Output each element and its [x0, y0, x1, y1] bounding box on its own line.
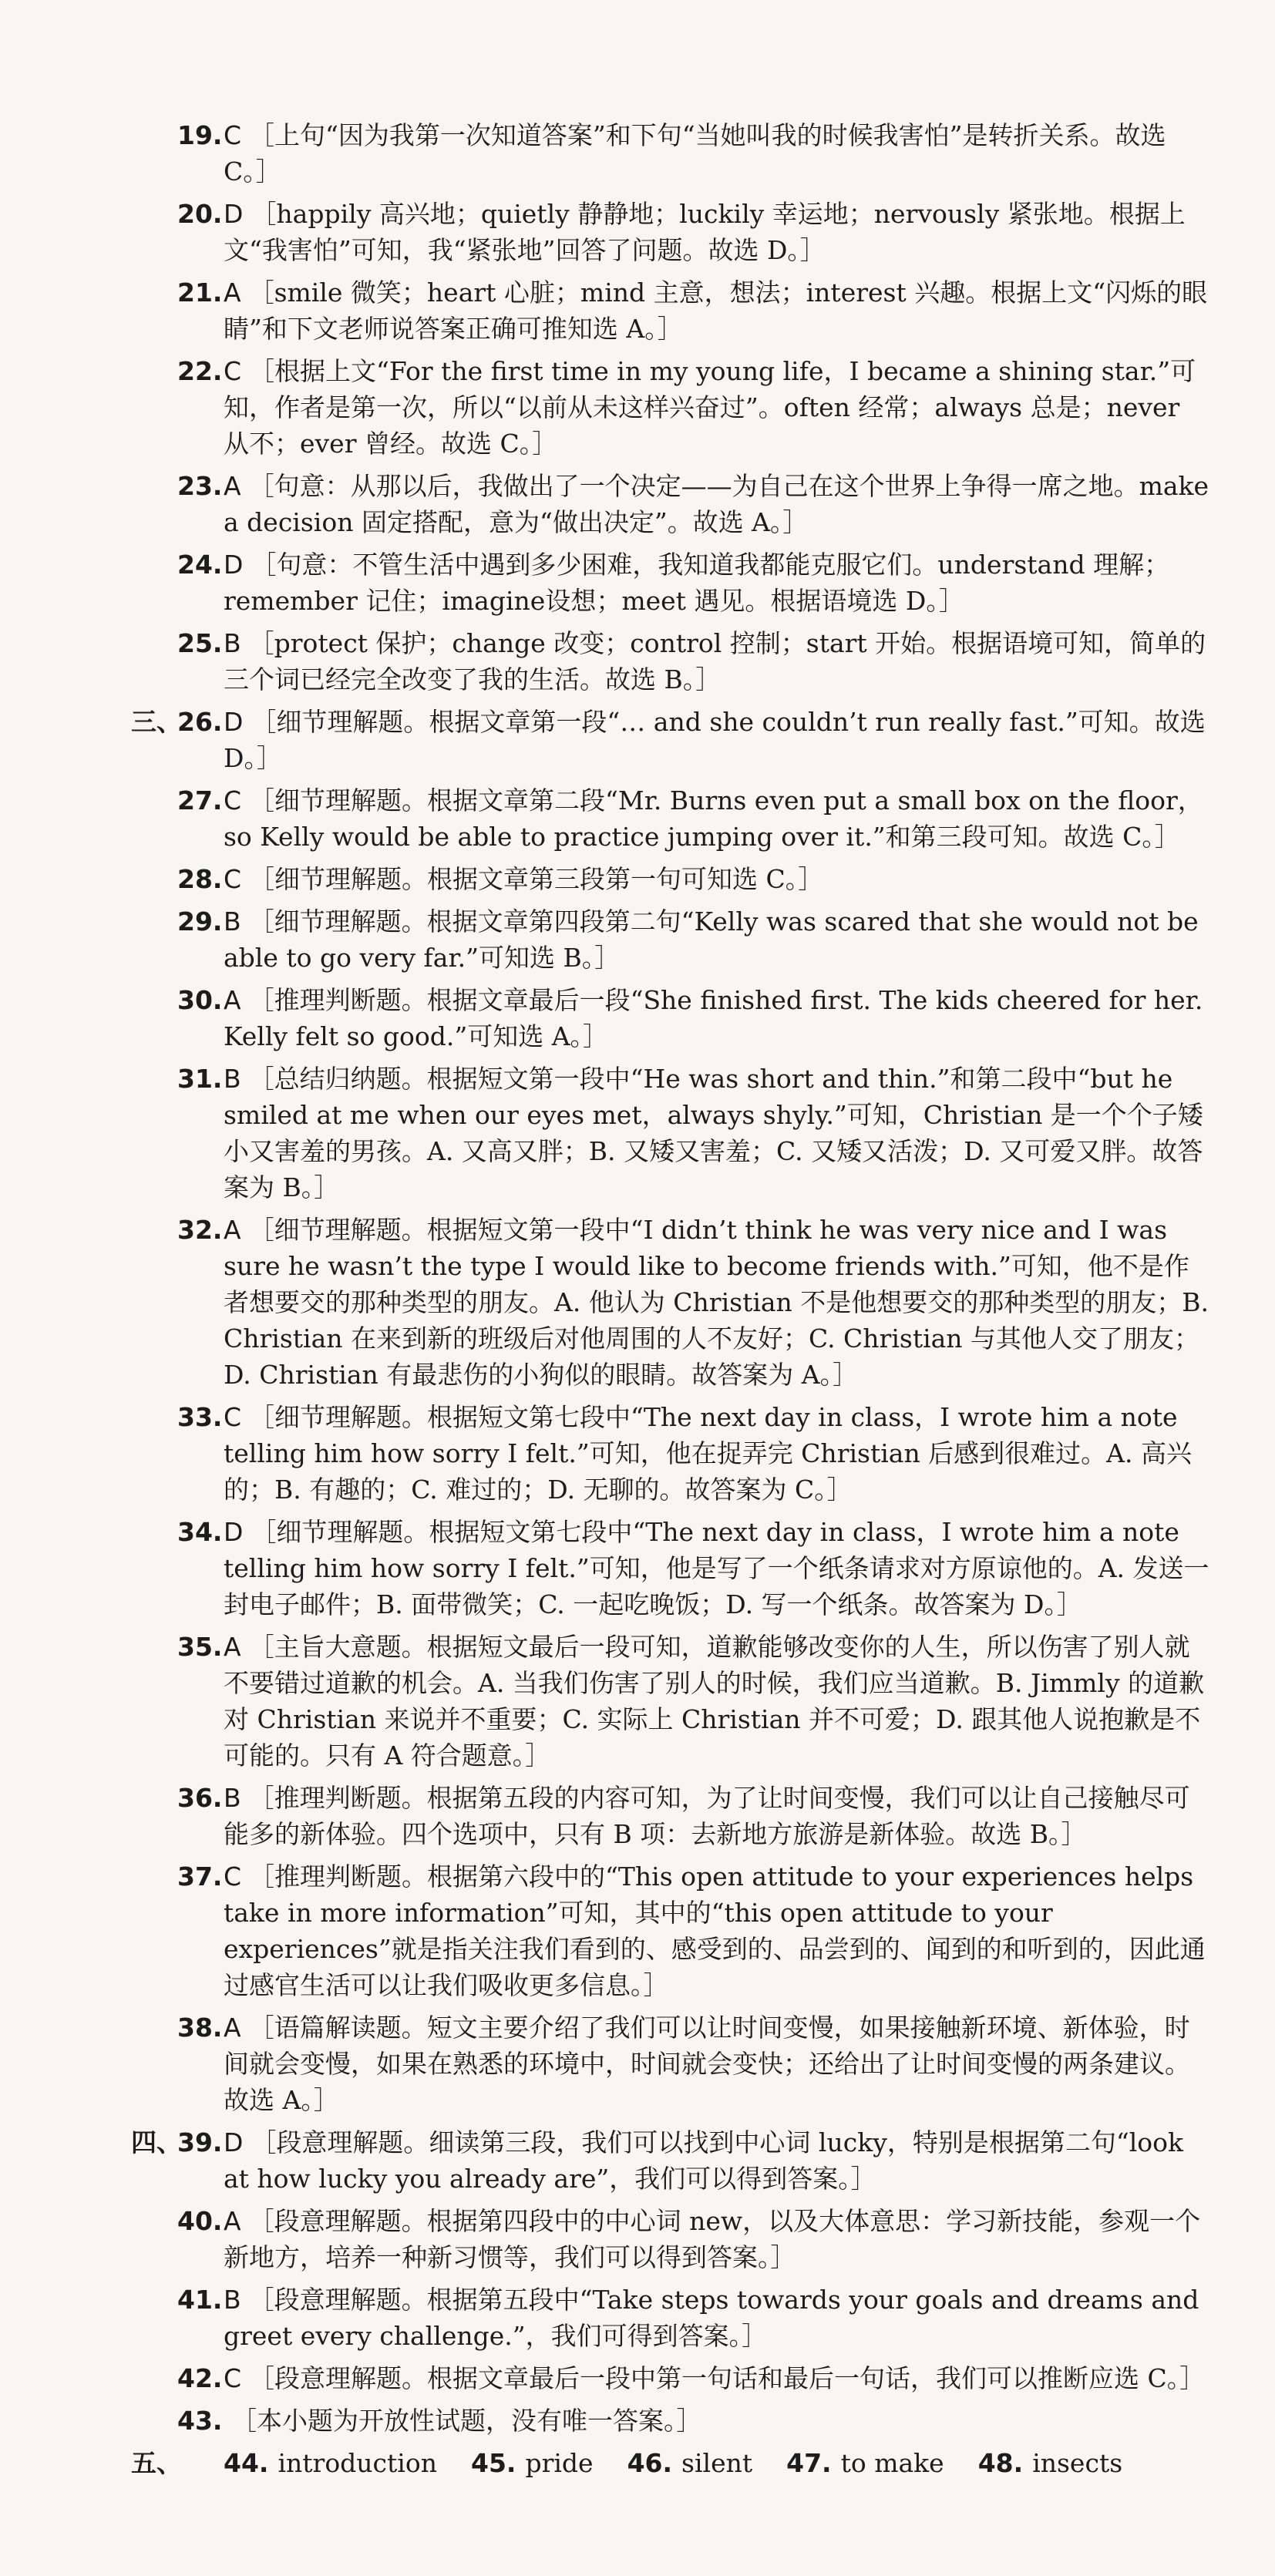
explanation-text: ［上句“因为我第一次知道答案”和下句“当她叫我的时候我害怕”是转折关系。故选 C。］ — [224, 120, 1166, 187]
explanation-text: ［段意理解题。根据第五段中“Take steps towards your goals and dreams and greet every challenge.”，我们可得到答案。］ — [224, 2285, 1199, 2351]
question-number: 45. — [470, 2448, 516, 2478]
answer-letter: D — [224, 707, 244, 737]
question-number: 24. — [177, 550, 223, 580]
fill-answer — [224, 2448, 437, 2478]
question-number: 48. — [977, 2448, 1024, 2478]
explanation-text: ［推理判断题。根据第六段中的“This open attitude to your experiences helps take in more information”可知，其中的“this open attitude to your experiences”就是指关注我们看到的、感受到的、品尝到的、闻到的和听到的，因此通过感官生活可以让我们吸收更多信息。］ — [224, 1861, 1206, 2000]
answer-item — [131, 117, 1210, 190]
explanation-text: ［推理判断题。根据第五段的内容可知，为了让时间变慢，我们可以让自己接触尽可能多的新体验。四个选项中，只有 B 项：去新地方旅游是新体验。故选 B。］ — [224, 1783, 1190, 1849]
answer-letter: C — [224, 120, 242, 150]
answer-item — [131, 1858, 1210, 2003]
question-number: 40. — [177, 2206, 223, 2236]
explanation-text: ［细节理解题。根据文章第一段“… and she couldn’t run really fast.”可知。故选 D。］ — [224, 707, 1206, 773]
answer-letter: B — [224, 1064, 241, 1094]
answer-item — [131, 1514, 1210, 1623]
explanation-text: ［语篇解读题。短文主要介绍了我们可以让时间变慢，如果接触新环境、新体验，时间就会变慢，如果在熟悉的环境中，时间就会变快；还给出了让时间变慢的两条建议。故选 A。］ — [224, 2013, 1190, 2115]
section-marker: 五、 — [131, 2448, 182, 2478]
answer-item — [131, 982, 1210, 1054]
answer-item — [131, 1061, 1210, 1206]
question-number: 20. — [177, 199, 223, 229]
answer-item — [131, 1629, 1210, 1774]
answer-letter: C — [224, 356, 242, 386]
answer-letter: B — [224, 2285, 241, 2315]
answer-item — [131, 861, 1210, 897]
question-number: 31. — [177, 1064, 223, 1094]
answer-letter: A — [224, 1215, 241, 1245]
fill-in-answers — [131, 2445, 1210, 2481]
answer-letter: A — [224, 985, 241, 1015]
answer-letter: A — [224, 2206, 241, 2236]
answer-letter: C — [224, 785, 242, 816]
answer-letter: C — [224, 1861, 242, 1892]
answer-letter: D — [224, 199, 244, 229]
question-number: 46. — [627, 2448, 673, 2478]
explanation-text: ［根据上文“For the first time in my young life，I became a shining star.”可知，作者是第一次，所以“以前从未这样兴奋过”。often 经常；always 总是；never 从不；ever 曾经。故选 C。］ — [224, 356, 1196, 459]
explanation-text: ［段意理解题。细读第三段，我们可以找到中心词 lucky，特别是根据第二句“look at how lucky you already are”，我们可以得到答案。］ — [224, 2127, 1183, 2194]
question-number: 42. — [177, 2363, 223, 2393]
answer-item — [131, 2403, 1210, 2439]
question-number: 23. — [177, 471, 223, 501]
question-number: 39. — [177, 2127, 223, 2157]
explanation-text: ［smile 微笑；heart 心脏；mind 主意，想法；interest 兴趣。根据上文“闪烁的眼睛”和下文老师说答案正确可推知选 A。］ — [224, 277, 1208, 344]
explanation-text: ［段意理解题。根据第四段中的中心词 new，以及大体意思：学习新技能，参观一个新地方，培养一种新习惯等，我们可以得到答案。］ — [224, 2206, 1201, 2272]
answer-item — [131, 2203, 1210, 2275]
question-number: 41. — [177, 2285, 223, 2315]
answer-letter: D — [224, 1517, 244, 1547]
answer-item — [131, 625, 1210, 698]
question-number: 30. — [177, 985, 223, 1015]
fill-answer — [786, 2448, 944, 2478]
explanation-text: ［protect 保护；change 改变；control 控制；start 开始。根据语境可知，简单的三个词已经完全改变了我的生活。故选 B。］ — [224, 628, 1206, 694]
answer-word: insects — [1032, 2448, 1123, 2478]
question-number: 29. — [177, 906, 223, 937]
explanation-text: ［总结归纳题。根据短文第一段中“He was short and thin.”和第二段中“but he smiled at me when our eyes met，always shyly.”可知，Christian 是一个个子矮小又害羞的男孩。A. 又高又胖；B. 又矮又害羞；C. 又矮又活泼；D. 又可爱又胖。故答案为 B。］ — [224, 1064, 1203, 1202]
question-number: 27. — [177, 785, 223, 816]
question-number: 43. — [177, 2406, 223, 2436]
question-number: 26. — [177, 707, 223, 737]
explanation-text: ［推理判断题。根据文章最后一段“She finished first. The kids cheered for her. Kelly felt so good.”可知选 A。］ — [224, 985, 1203, 1051]
question-number: 38. — [177, 2013, 223, 2043]
answer-word: silent — [681, 2448, 753, 2478]
explanation-text: ［句意：从那以后，我做出了一个决定——为自己在这个世界上争得一席之地。make a decision 固定搭配，意为“做出决定”。故选 A。］ — [224, 471, 1209, 537]
explanation-text: ［段意理解题。根据文章最后一段中第一句话和最后一句话，我们可以推断应选 C。］ — [249, 2363, 1206, 2393]
answer-letter: B — [224, 906, 241, 937]
question-number: 28. — [177, 864, 223, 894]
answer-letter: D — [224, 550, 244, 580]
question-number: 44. — [224, 2448, 269, 2478]
question-number: 36. — [177, 1783, 223, 1813]
question-number: 47. — [786, 2448, 832, 2478]
answer-item — [131, 1399, 1210, 1508]
question-number: 35. — [177, 1632, 223, 1662]
answer-item — [131, 196, 1210, 268]
answer-word: to make — [840, 2448, 944, 2478]
answer-item — [131, 704, 1210, 776]
section-marker: 三、 — [131, 707, 182, 737]
answer-letter: A — [224, 1632, 241, 1662]
answer-letter: C — [224, 1402, 242, 1432]
answer-item — [131, 353, 1210, 462]
answer-letter: A — [224, 277, 241, 308]
answer-list — [131, 117, 1210, 2481]
answer-letter: C — [224, 864, 242, 894]
answer-item — [131, 2124, 1210, 2197]
answer-letter: A — [224, 2013, 241, 2043]
answer-item — [131, 2282, 1210, 2354]
answer-item — [131, 468, 1210, 540]
explanation-text: ［happily 高兴地；quietly 静静地；luckily 幸运地；nervously 紧张地。根据上文“我害怕”可知，我“紧张地”回答了问题。故选 D。］ — [224, 199, 1186, 265]
explanation-text: ［句意：不管生活中遇到多少困难，我知道我都能克服它们。understand 理解；remember 记住；imagine设想；meet 遇见。根据语境选 D。］ — [224, 550, 1170, 616]
explanation-text: ［主旨大意题。根据短文最后一段可知，道歉能够改变你的人生，所以伤害了别人就不要错过道歉的机会。A. 当我们伤害了别人的时候，我们应当道歉。B. Jimmly 的道歉对 Christian 来说并不重要；C. 实际上 Christian 并不可爱；D. 跟其他人说抱歉是不可能的。只有 A 符合题意。］ — [224, 1632, 1205, 1771]
answer-word: pride — [525, 2448, 594, 2478]
answer-item — [131, 1780, 1210, 1852]
answer-letter: D — [224, 2127, 244, 2157]
fill-answer — [471, 2448, 594, 2478]
answer-item — [131, 2360, 1210, 2396]
question-number: 33. — [177, 1402, 223, 1432]
answer-item — [131, 903, 1210, 976]
question-number: 25. — [177, 628, 223, 658]
question-number: 19. — [177, 120, 223, 150]
section-marker: 四、 — [131, 2127, 182, 2157]
question-number: 22. — [177, 356, 223, 386]
explanation-text: ［细节理解题。根据文章第三段第一句可知选 C。］ — [249, 864, 824, 894]
explanation-text: ［细节理解题。根据短文第一段中“I didn’t think he was very nice and I was sure he wasn’t the type I would like to become friends with.”可知，他不是作者想要交的那种类型的朋友。A. 他认为 Christian 不是他想要交的那种类型的朋友；B. Christian 在来到新的班级后对他周围的人不友好；C. Christian 与其他人交了朋友；D. Christian 有最悲伤的小狗似的眼睛。故答案为 A。］ — [224, 1215, 1209, 1390]
answer-letter: A — [224, 471, 241, 501]
answer-letter: B — [224, 628, 241, 658]
answer-item — [131, 546, 1210, 619]
answer-word: introduction — [278, 2448, 437, 2478]
answer-item — [131, 1212, 1210, 1393]
question-number: 37. — [177, 1861, 223, 1892]
question-number: 34. — [177, 1517, 223, 1547]
explanation-text: ［细节理解题。根据短文第七段中“The next day in class，I wrote him a note telling him how sorry I felt.”可知，他在捉弄完 Christian 后感到很难过。A. 高兴的；B. 有趣的；C. 难过的；D. 无聊的。故答案为 C。］ — [224, 1402, 1192, 1505]
question-number: 21. — [177, 277, 223, 308]
answer-letter: C — [224, 2363, 242, 2393]
explanation-text: ［细节理解题。根据短文第七段中“The next day in class，I wrote him a note telling him how sorry I felt.”可知，他是写了一个纸条请求对方原谅他的。A. 发送一封电子邮件；B. 面带微笑；C. 一起吃晚饭；D. 写一个纸条。故答案为 D。］ — [224, 1517, 1209, 1619]
explanation-text: ［细节理解题。根据文章第四段第二句“Kelly was scared that she would not be able to go very far.”可知选 B。］ — [224, 906, 1199, 973]
answer-letter: B — [224, 1783, 241, 1813]
fill-answer — [627, 2448, 753, 2478]
explanation-text: ［细节理解题。根据文章第二段“Mr. Burns even put a small box on the floor，so Kelly would be able to practice jumping over it.”和第三段可知。故选 C。］ — [224, 785, 1203, 852]
fill-answer — [978, 2448, 1122, 2478]
explanation-text: ［本小题为开放性试题，没有唯一答案。］ — [231, 2406, 702, 2436]
question-number: 32. — [177, 1215, 223, 1245]
answer-item — [131, 274, 1210, 347]
answer-item — [131, 782, 1210, 855]
answer-item — [131, 2009, 1210, 2118]
